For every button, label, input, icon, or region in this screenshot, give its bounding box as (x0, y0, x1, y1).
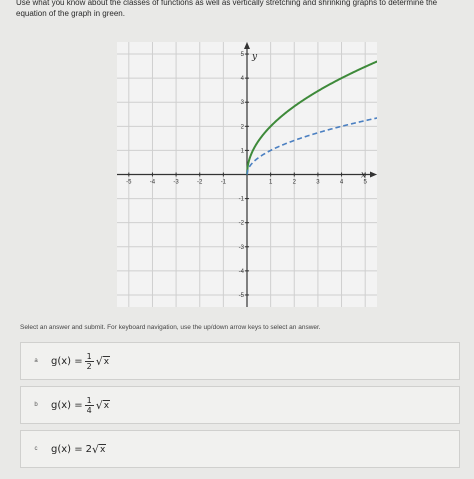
x-tick-label: 2 (292, 179, 296, 186)
y-tick-label: 2 (240, 124, 244, 131)
y-tick-label: 5 (240, 52, 244, 59)
x-tick-label: -2 (197, 179, 203, 186)
formula-lhs: g(x) = (51, 399, 83, 411)
x-tick-label: 1 (268, 179, 273, 186)
y-axis-arrow-icon (244, 42, 250, 49)
y-tick-label: 1 (240, 148, 244, 155)
square-root (96, 355, 110, 368)
square-root (96, 399, 110, 412)
question-text: Use what you know about the classes of functions as well as vertically stretching and shrinking graphs to determine the equation of the graph in green. (16, 0, 438, 18)
option-letter: a (34, 358, 38, 364)
fraction-denominator: 4 (86, 405, 92, 415)
x-tick-label: -5 (126, 179, 132, 186)
y-tick-label: -5 (238, 292, 244, 299)
radical-sign-icon: √ (95, 398, 103, 412)
y-tick-label: 3 (240, 100, 244, 107)
x-axis-label: x (361, 170, 367, 181)
fraction (85, 396, 94, 415)
formula-lhs: g(x) = (51, 443, 83, 455)
option-formula (51, 352, 110, 371)
y-tick-label: -2 (238, 220, 244, 227)
fraction-numerator: 1 (86, 351, 92, 361)
radical-sign-icon: √ (92, 442, 100, 456)
x-tick-label: -3 (173, 179, 179, 186)
option-letter: b (34, 402, 38, 408)
x-tick-label: 5 (363, 179, 367, 186)
instructions-text: Select an answer and submit. For keyboard navigation, use the up/down arrow keys to select an answer. (20, 324, 321, 331)
dashed-parent-curve (247, 117, 377, 175)
y-tick-label: 4 (240, 76, 244, 83)
fraction-numerator: 1 (86, 395, 92, 405)
option-formula (51, 396, 110, 415)
fraction-denominator: 2 (86, 361, 92, 371)
answer-option-c[interactable] (20, 430, 460, 468)
radicand: x (100, 444, 106, 455)
y-axis-label: y (252, 52, 258, 62)
graph-panel (117, 42, 377, 307)
square-root (92, 443, 106, 456)
option-letter: c (34, 446, 38, 452)
coefficient: 2 (85, 443, 93, 455)
green-curve (247, 59, 377, 174)
y-tick-label: -4 (238, 268, 244, 275)
radicand: x (103, 356, 110, 367)
x-tick-label: -4 (149, 179, 156, 186)
y-tick-label: -1 (238, 196, 244, 203)
x-tick-label: 4 (339, 179, 344, 186)
x-tick-label: 3 (316, 179, 320, 186)
fraction (85, 352, 94, 371)
radical-sign-icon: √ (95, 354, 103, 368)
option-formula (51, 443, 106, 456)
radicand: x (103, 400, 110, 411)
coordinate-graph (117, 42, 377, 307)
x-axis-arrow-icon (370, 172, 377, 178)
x-tick-label: -1 (220, 179, 227, 186)
y-tick-label: -3 (238, 244, 244, 251)
formula-lhs: g(x) = (51, 355, 83, 367)
answer-option-b[interactable] (20, 386, 460, 424)
answer-option-a[interactable] (20, 342, 460, 380)
